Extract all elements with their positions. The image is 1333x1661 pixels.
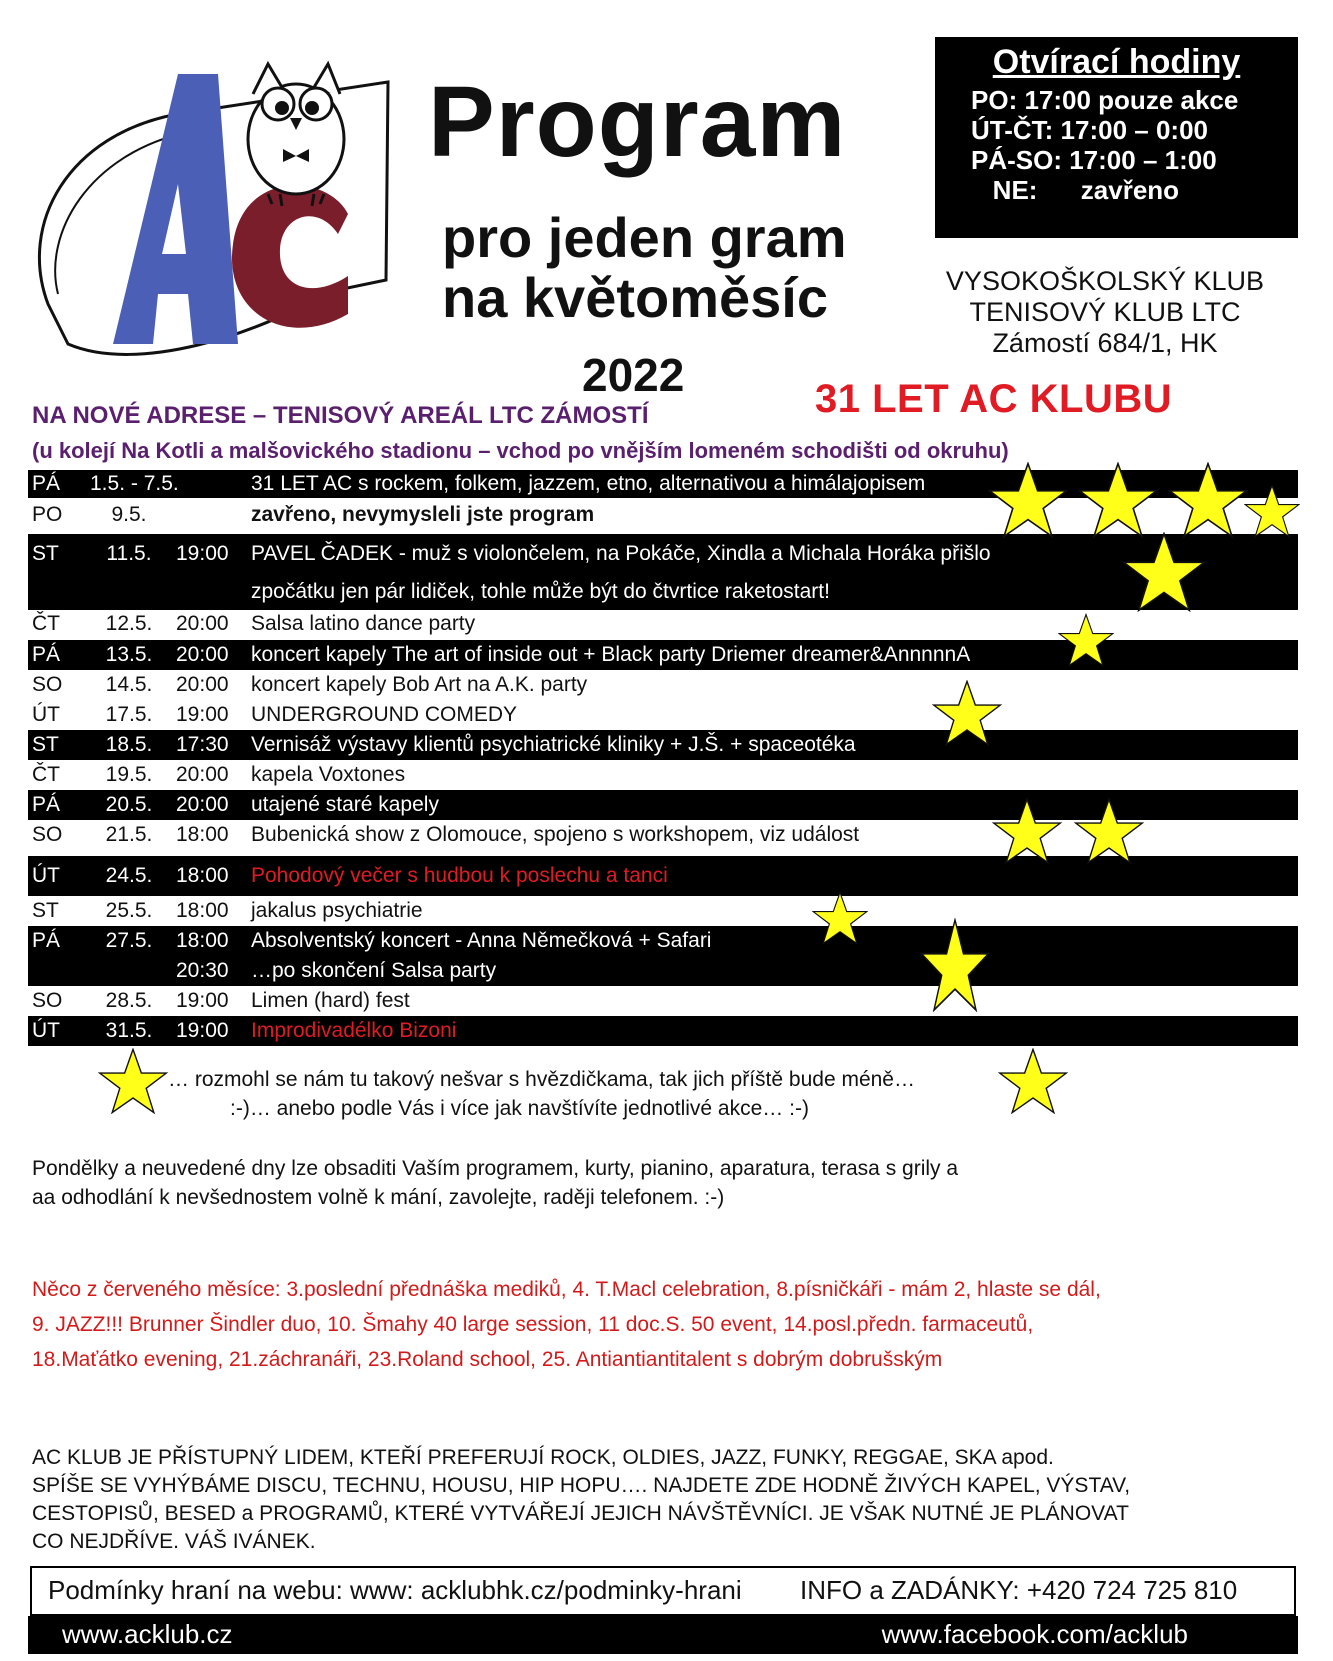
row-text: Vernisáž výstavy klientů psychiatrické kliniky + J.Š. + spaceotéka	[251, 733, 856, 756]
star-icon	[812, 890, 868, 946]
row-text: 31 LET AC s rockem, folkem, jazzem, etno, alternativou a himálajopisem	[251, 472, 926, 495]
row-day: ČT	[32, 612, 60, 635]
conditions-link[interactable]: Podmínky hraní na webu: www: acklubhk.cz/podminky-hrani	[48, 1575, 742, 1605]
about-line: CO NEJDŘÍVE. VÁŠ IVÁNEK.	[32, 1530, 316, 1553]
program-row	[28, 534, 1298, 610]
page-subtitle	[442, 208, 847, 329]
row-time: 19:00	[176, 1019, 229, 1042]
row-text: koncert kapely The art of inside out + Black party Driemer dreamer&AnnnnnA	[251, 643, 971, 666]
footer-bar	[28, 1616, 1298, 1654]
row-date: 18.5.	[105, 733, 153, 756]
row-date: 17.5.	[105, 703, 153, 726]
star-icon	[932, 680, 1002, 746]
star-icon	[1122, 532, 1206, 612]
program-row	[28, 1016, 1298, 1046]
program-row	[28, 760, 1298, 790]
row-time-2: 20:30	[176, 959, 229, 982]
row-day: ST	[32, 542, 59, 565]
row-day: PÁ	[32, 472, 61, 495]
info-line: aa odhodlání k nevšednostem volně k mání, zavolejte, raději telefonem. :-)	[32, 1186, 725, 1209]
row-day: ÚT	[32, 1019, 60, 1042]
row-date: 13.5.	[105, 643, 153, 666]
hours-line: NE: zavřeno	[971, 175, 1180, 205]
club-line: TENISOVÝ KLUB LTC	[969, 297, 1241, 327]
star-icon	[1058, 612, 1114, 668]
row-text: zavřeno, nevymysleli jste program	[251, 503, 595, 526]
red-month-line: 9. JAZZ!!! Brunner Šindler duo, 10. Šmahy 40 large session, 11 doc.S. 50 event, 14.posl.předn. farmaceutů,	[32, 1313, 1034, 1336]
row-time: 20:00	[176, 673, 229, 696]
row-date: 28.5.	[105, 989, 153, 1012]
row-date: 11.5.	[106, 542, 152, 565]
program-row	[28, 670, 1298, 700]
facebook-link[interactable]: www.facebook.com/acklub	[881, 1619, 1188, 1649]
row-time: 20:00	[176, 793, 229, 816]
row-text: Bubenická show z Olomouce, spojeno s workshopem, viz událost	[251, 823, 860, 846]
row-text: Limen (hard) fest	[251, 989, 410, 1012]
subtitle-line-2: na květoměsíc	[442, 266, 828, 330]
row-day: ST	[32, 899, 59, 922]
row-text-2: …po skončení Salsa party	[251, 959, 497, 982]
star-icon	[992, 798, 1062, 864]
club-line: VYSOKOŠKOLSKÝ KLUB	[945, 266, 1265, 296]
row-text: UNDERGROUND COMEDY	[251, 703, 518, 726]
row-text-2: zpočátku jen pár lidiček, tohle může být do čtvrtice raketostart!	[251, 580, 830, 603]
star-icon	[920, 918, 990, 1012]
row-day: PÁ	[32, 793, 61, 816]
red-month-line: Něco z červeného měsíce: 3.poslední přednáška mediků, 4. T.Macl celebration, 8.písničkáři - mám 2, hlaste se dál,	[32, 1278, 1101, 1301]
row-day: ST	[32, 733, 59, 756]
opening-hours-title: Otvírací hodiny	[992, 43, 1241, 81]
website-link[interactable]: www.acklub.cz	[62, 1619, 233, 1649]
row-text: utajené staré kapely	[251, 793, 439, 816]
year: 2022	[582, 349, 685, 401]
about-line: CESTOPISŮ, BESED a PROGRAMŮ, KTERÉ VYTVÁŘEJÍ JEJICH NÁVŠTĚVNÍCI. JE VŠAK NUTNÉ JE PLÁNOVAT	[32, 1502, 1129, 1525]
program-row	[28, 986, 1298, 1016]
row-day: ÚT	[32, 864, 60, 887]
address-heading: NA NOVÉ ADRESE – TENISOVÝ AREÁL LTC ZÁMOSTÍ	[32, 402, 649, 429]
row-date: 27.5.	[105, 929, 153, 952]
row-date: 19.5.	[105, 763, 153, 786]
program-row	[28, 926, 1298, 986]
row-text: Pohodový večer s hudbou k poslechu a tanci	[251, 864, 668, 887]
star-icon	[998, 1048, 1068, 1114]
row-text: kapela Voxtones	[251, 763, 406, 786]
row-date: 12.5.	[105, 612, 153, 635]
row-day: PÁ	[32, 929, 61, 952]
address-directions: (u kolejí Na Kotli a malšovického stadionu – vchod po vnějším lomeném schodišti od okruhu)	[32, 438, 1009, 463]
row-text: jakalus psychiatrie	[251, 899, 423, 922]
logo-letters: AC	[178, 44, 180, 45]
hours-line: ÚT-ČT: 17:00 – 0:00	[971, 115, 1208, 145]
opening-hours-box	[935, 37, 1298, 238]
row-time: 17:30	[176, 733, 229, 756]
star-icon	[1168, 462, 1248, 538]
row-date: 25.5.	[105, 899, 153, 922]
row-time: 20:00	[176, 643, 229, 666]
page-title: Program	[428, 66, 847, 178]
row-text: koncert kapely Bob Art na A.K. party	[251, 673, 588, 696]
row-day: SO	[32, 989, 63, 1012]
star-icon	[1074, 798, 1144, 864]
row-date: 9.5.	[111, 503, 147, 526]
row-date: 14.5.	[105, 673, 153, 696]
row-text: Absolventský koncert - Anna Němečková + Safari	[251, 929, 712, 952]
row-date: 24.5.	[105, 864, 153, 887]
stars-note-2: :-)… anebo podle Vás i více jak navštívíte jednotlivé akce… :-)	[230, 1097, 809, 1120]
row-date: 20.5.	[105, 793, 153, 816]
row-time: 19:00	[176, 542, 229, 565]
subtitle-line-1: pro jeden gram	[442, 206, 847, 269]
hours-line: PO: 17:00 pouze akce	[971, 85, 1239, 115]
row-time: 18:00	[176, 823, 229, 846]
row-day: PÁ	[32, 643, 61, 666]
row-day: SO	[32, 823, 63, 846]
row-text: Salsa latino dance party	[251, 612, 476, 635]
program-row	[28, 700, 1298, 730]
info-line: Pondělky a neuvedené dny lze obsaditi Vaším programem, kurty, pianino, aparatura, terasa s grily a	[32, 1157, 959, 1180]
stars-note: … rozmohl se nám tu takový nešvar s hvězdičkama, tak jich příště bude méně…	[168, 1068, 915, 1091]
row-date: 21.5.	[105, 823, 153, 846]
row-time: 19:00	[176, 989, 229, 1012]
row-time: 20:00	[176, 763, 229, 786]
row-date: 31.5.	[105, 1019, 153, 1042]
program-row	[28, 896, 1298, 926]
red-month-line: 18.Maťátko evening, 21.záchranáři, 23.Roland school, 25. Antiantiantitalent s dobrým dobrušským	[32, 1348, 943, 1371]
row-time: 18:00	[176, 864, 229, 887]
program-row	[28, 730, 1298, 760]
row-time: 20:00	[176, 612, 229, 635]
row-date: 1.5. - 7.5.	[90, 472, 179, 495]
star-icon	[988, 462, 1068, 538]
row-time: 19:00	[176, 703, 229, 726]
hours-line: PÁ-SO: 17:00 – 1:00	[971, 145, 1217, 175]
star-icon	[1244, 484, 1300, 538]
club-line: Zámostí 684/1, HK	[992, 328, 1218, 358]
anniversary-heading: 31 LET AC KLUBU	[815, 377, 1173, 421]
star-icon	[98, 1048, 168, 1114]
about-line: SPÍŠE SE VYHÝBÁME DISCU, TECHNU, HOUSU, HIP HOPU…. NAJDETE ZDE HODNĚ ŽIVÝCH KAPEL, VÝSTAV,	[32, 1474, 1131, 1497]
ac-logo	[28, 44, 428, 374]
row-text: Improdivadélko Bizoni	[251, 1019, 457, 1042]
star-icon	[1078, 462, 1158, 538]
row-day: ČT	[32, 763, 60, 786]
row-day: PO	[32, 503, 63, 526]
row-time: 18:00	[176, 929, 229, 952]
row-day: SO	[32, 673, 63, 696]
club-info	[900, 266, 1310, 359]
row-time: 18:00	[176, 899, 229, 922]
about-line: AC KLUB JE PŘÍSTUPNÝ LIDEM, KTEŘÍ PREFERUJÍ ROCK, OLDIES, JAZZ, FUNKY, REGGAE, SKA apod.	[32, 1446, 1054, 1469]
contact-info: INFO a ZADÁNKY: +420 724 725 810	[800, 1575, 1238, 1605]
row-day: ÚT	[32, 703, 60, 726]
row-text: PAVEL ČADEK - muž s violončelem, na Pokáče, Xindla a Michala Horáka přišlo	[251, 542, 991, 565]
